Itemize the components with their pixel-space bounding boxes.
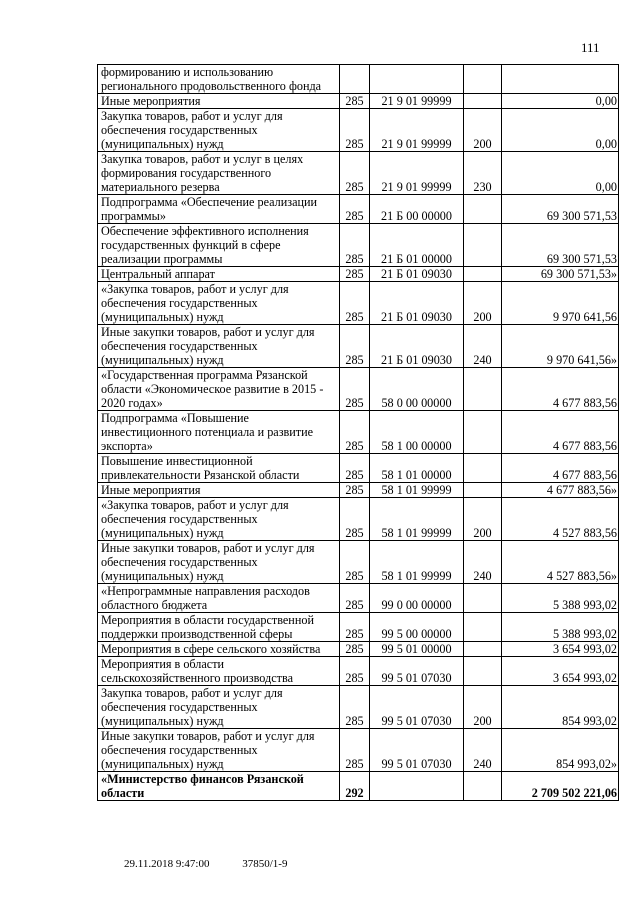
row-sum: 69 300 571,53 xyxy=(502,195,619,224)
table-row xyxy=(98,65,619,94)
row-code: 285 xyxy=(340,224,370,267)
row-name: «Непрограммные направления расходов областного бюджета xyxy=(98,584,340,613)
row-code: 285 xyxy=(340,195,370,224)
row-code: 285 xyxy=(340,109,370,152)
table-row xyxy=(98,642,619,657)
row-name: формированию и использованию регионального продовольственного фонда xyxy=(98,65,340,94)
row-expense-type xyxy=(464,368,502,411)
row-name: Повышение инвестиционной привлекательности Рязанской области xyxy=(98,454,340,483)
table-row xyxy=(98,657,619,686)
row-target-article: 21 Б 01 00000 xyxy=(370,224,464,267)
row-sum: 69 300 571,53» xyxy=(502,267,619,282)
table-row xyxy=(98,411,619,454)
row-code: 285 xyxy=(340,454,370,483)
row-target-article: 58 1 01 99999 xyxy=(370,541,464,584)
row-name: Закупка товаров, работ и услуг для обеспечения государственных (муниципальных) нужд xyxy=(98,109,340,152)
table-row xyxy=(98,109,619,152)
row-target-article: 99 5 01 07030 xyxy=(370,729,464,772)
table-row xyxy=(98,94,619,109)
row-sum: 5 388 993,02 xyxy=(502,613,619,642)
row-expense-type xyxy=(464,657,502,686)
row-code: 285 xyxy=(340,411,370,454)
row-name: Мероприятия в области государственной поддержки производственной сферы xyxy=(98,613,340,642)
row-target-article: 99 5 01 07030 xyxy=(370,657,464,686)
row-target-article: 21 Б 01 09030 xyxy=(370,267,464,282)
row-code: 285 xyxy=(340,267,370,282)
row-name: Подпрограмма «Повышение инвестиционного потенциала и развитие экспорта» xyxy=(98,411,340,454)
row-target-article: 21 Б 01 09030 xyxy=(370,325,464,368)
row-name: «Закупка товаров, работ и услуг для обеспечения государственных (муниципальных) нужд xyxy=(98,498,340,541)
footer xyxy=(124,858,287,870)
row-expense-type: 240 xyxy=(464,325,502,368)
row-target-article: 21 Б 00 00000 xyxy=(370,195,464,224)
row-sum: 4 527 883,56» xyxy=(502,541,619,584)
row-sum: 854 993,02 xyxy=(502,686,619,729)
row-sum: 69 300 571,53 xyxy=(502,224,619,267)
table-row xyxy=(98,729,619,772)
row-sum: 854 993,02» xyxy=(502,729,619,772)
row-target-article: 99 0 00 00000 xyxy=(370,584,464,613)
row-name: Иные закупки товаров, работ и услуг для обеспечения государственных (муниципальных) нужд xyxy=(98,729,340,772)
table-row xyxy=(98,325,619,368)
row-expense-type xyxy=(464,772,502,801)
table-row xyxy=(98,541,619,584)
row-name: «Министерство финансов Рязанской области xyxy=(98,772,340,801)
row-expense-type xyxy=(464,195,502,224)
row-target-article: 21 9 01 99999 xyxy=(370,109,464,152)
row-expense-type xyxy=(464,483,502,498)
row-code: 285 xyxy=(340,657,370,686)
row-expense-type: 200 xyxy=(464,109,502,152)
table-row xyxy=(98,686,619,729)
row-code: 285 xyxy=(340,642,370,657)
footer-timestamp: 29.11.2018 9:47:00 xyxy=(124,858,210,870)
row-expense-type xyxy=(464,454,502,483)
row-target-article: 99 5 01 00000 xyxy=(370,642,464,657)
row-code: 285 xyxy=(340,282,370,325)
row-name: Иные мероприятия xyxy=(98,483,340,498)
row-expense-type xyxy=(464,65,502,94)
table-row xyxy=(98,224,619,267)
row-sum: 9 970 641,56» xyxy=(502,325,619,368)
row-sum: 3 654 993,02 xyxy=(502,642,619,657)
row-sum: 5 388 993,02 xyxy=(502,584,619,613)
row-target-article: 58 1 01 00000 xyxy=(370,454,464,483)
row-sum: 4 677 883,56» xyxy=(502,483,619,498)
row-code: 285 xyxy=(340,498,370,541)
row-sum: 3 654 993,02 xyxy=(502,657,619,686)
row-name: Подпрограмма «Обеспечение реализации программы» xyxy=(98,195,340,224)
row-sum: 0,00 xyxy=(502,109,619,152)
row-target-article: 21 9 01 99999 xyxy=(370,152,464,195)
row-target-article xyxy=(370,65,464,94)
row-name: Закупка товаров, работ и услуг для обеспечения государственных (муниципальных) нужд xyxy=(98,686,340,729)
row-code: 285 xyxy=(340,584,370,613)
table-row xyxy=(98,195,619,224)
row-name: Мероприятия в сфере сельского хозяйства xyxy=(98,642,340,657)
row-sum: 4 677 883,56 xyxy=(502,454,619,483)
row-target-article: 99 5 00 00000 xyxy=(370,613,464,642)
row-target-article xyxy=(370,772,464,801)
table-row xyxy=(98,152,619,195)
row-name: Иные закупки товаров, работ и услуг для обеспечения государственных (муниципальных) нужд xyxy=(98,325,340,368)
row-code: 285 xyxy=(340,686,370,729)
row-expense-type xyxy=(464,584,502,613)
row-name: Центральный аппарат xyxy=(98,267,340,282)
budget-table-body xyxy=(98,65,619,801)
row-expense-type: 200 xyxy=(464,282,502,325)
row-code: 285 xyxy=(340,94,370,109)
table-row xyxy=(98,584,619,613)
row-target-article: 58 1 01 99999 xyxy=(370,483,464,498)
table-row xyxy=(98,483,619,498)
row-name: Мероприятия в области сельскохозяйственного производства xyxy=(98,657,340,686)
row-sum: 4 527 883,56 xyxy=(502,498,619,541)
table-row xyxy=(98,368,619,411)
row-name: Иные закупки товаров, работ и услуг для обеспечения государственных (муниципальных) нужд xyxy=(98,541,340,584)
row-code: 285 xyxy=(340,483,370,498)
table-row xyxy=(98,498,619,541)
row-code xyxy=(340,65,370,94)
page-number: 111 xyxy=(581,40,600,55)
footer-doc-code: 37850/1-9 xyxy=(242,858,288,870)
table-row xyxy=(98,613,619,642)
row-target-article: 58 1 00 00000 xyxy=(370,411,464,454)
row-name: Обеспечение эффективного исполнения государственных функций в сфере реализации программы xyxy=(98,224,340,267)
row-code: 285 xyxy=(340,368,370,411)
row-expense-type: 240 xyxy=(464,729,502,772)
row-sum: 4 677 883,56 xyxy=(502,411,619,454)
row-expense-type xyxy=(464,642,502,657)
row-expense-type xyxy=(464,224,502,267)
row-sum: 2 709 502 221,06 xyxy=(502,772,619,801)
row-sum: 0,00 xyxy=(502,94,619,109)
row-expense-type: 240 xyxy=(464,541,502,584)
row-name: «Закупка товаров, работ и услуг для обеспечения государственных (муниципальных) нужд xyxy=(98,282,340,325)
row-sum: 0,00 xyxy=(502,152,619,195)
row-expense-type: 200 xyxy=(464,686,502,729)
row-sum: 9 970 641,56 xyxy=(502,282,619,325)
table-row xyxy=(98,267,619,282)
table-row xyxy=(98,282,619,325)
row-expense-type: 230 xyxy=(464,152,502,195)
row-code: 285 xyxy=(340,613,370,642)
row-code: 292 xyxy=(340,772,370,801)
row-target-article: 99 5 01 07030 xyxy=(370,686,464,729)
row-target-article: 58 0 00 00000 xyxy=(370,368,464,411)
row-expense-type xyxy=(464,94,502,109)
table-row xyxy=(98,454,619,483)
row-sum xyxy=(502,65,619,94)
row-expense-type xyxy=(464,267,502,282)
row-code: 285 xyxy=(340,152,370,195)
row-code: 285 xyxy=(340,729,370,772)
row-expense-type xyxy=(464,613,502,642)
row-name: Закупка товаров, работ и услуг в целях формирования государственного материального резерва xyxy=(98,152,340,195)
row-target-article: 21 Б 01 09030 xyxy=(370,282,464,325)
table-row-total xyxy=(98,772,619,801)
row-expense-type: 200 xyxy=(464,498,502,541)
row-code: 285 xyxy=(340,541,370,584)
row-code: 285 xyxy=(340,325,370,368)
row-sum: 4 677 883,56 xyxy=(502,368,619,411)
row-name: Иные мероприятия xyxy=(98,94,340,109)
row-name: «Государственная программа Рязанской области «Экономическое развитие в 2015 - 2020 годах» xyxy=(98,368,340,411)
budget-table xyxy=(97,64,619,801)
row-expense-type xyxy=(464,411,502,454)
row-target-article: 21 9 01 99999 xyxy=(370,94,464,109)
row-target-article: 58 1 01 99999 xyxy=(370,498,464,541)
